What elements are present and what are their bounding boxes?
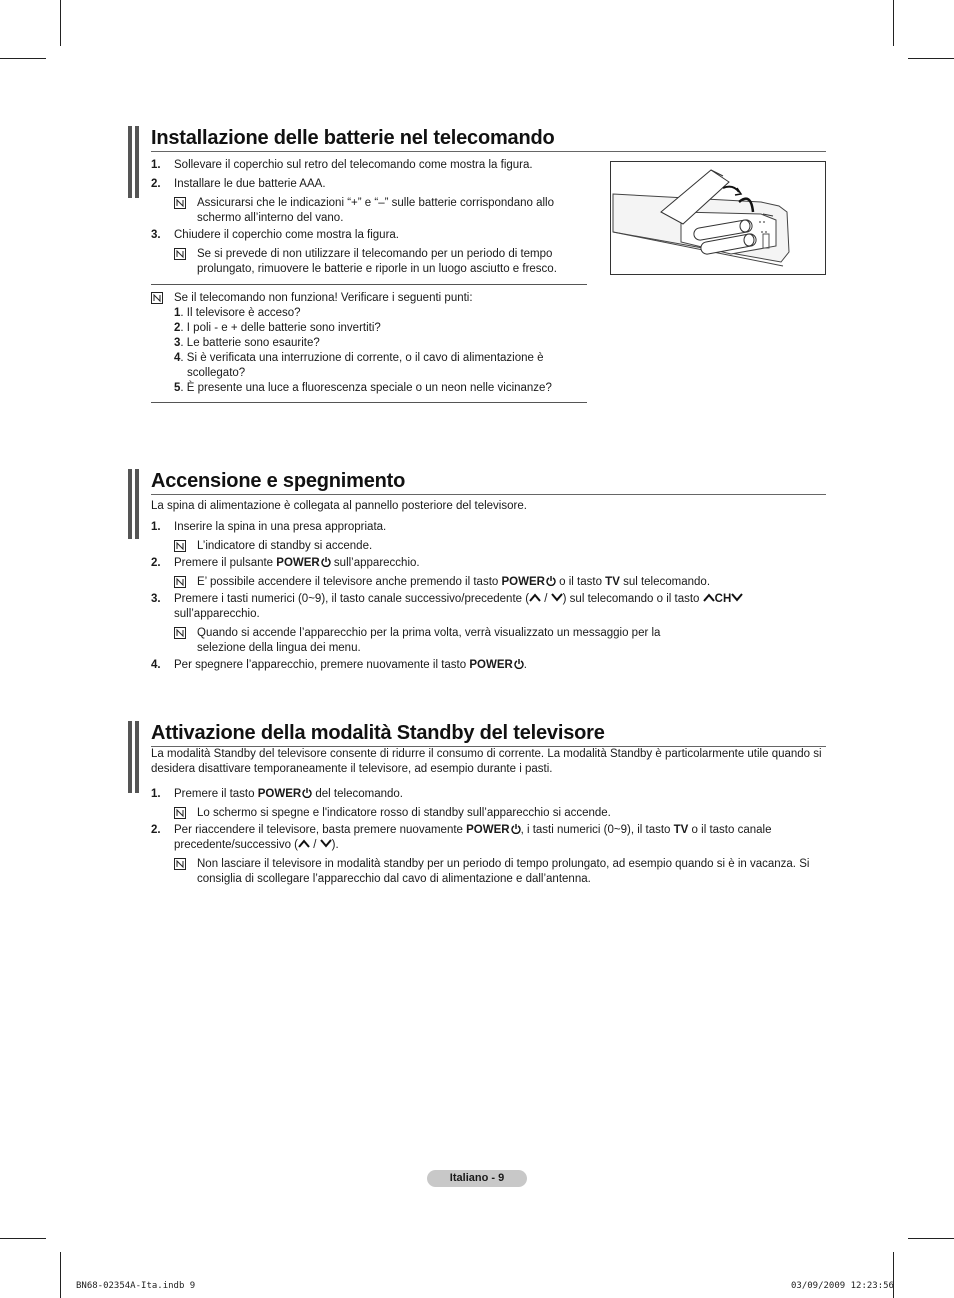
section-body	[151, 158, 587, 277]
step-text: Installare le due batterie AAA.	[174, 178, 326, 190]
note-icon	[174, 540, 186, 552]
note-text: Non lasciare il televisore in modalità standby per un periodo di tempo prolungato, ad esempio quando si è in vacanza. Si consiglia di scollegare l’apparecchio dal cavo di alimentazione e dall’antenna.	[197, 858, 810, 885]
section-title: Accensione e spegnimento	[151, 469, 826, 495]
intro-text: La modalità Standby del televisore consente di ridurre il consumo di corrente. La modalità Standby è particolarmente utile quando si desidera disattivare temporaneamente il televisore, ad esempio durante i pasti.	[151, 748, 822, 775]
section-marker	[128, 126, 141, 198]
step-text: Premere i tasti numerici (0~9), il tasto canale successivo/precedente ( / ) sul telecomando o il tasto CH sull’apparecchio.	[174, 592, 826, 622]
step-number: 1.	[151, 521, 161, 533]
section-standby	[128, 721, 826, 891]
step-item	[151, 520, 826, 535]
section-marker	[128, 469, 141, 539]
step-text: Inserire la spina in una presa appropriata.	[174, 521, 387, 533]
check-item: 3. Le batterie sono esaurite?	[174, 337, 320, 349]
step-item	[151, 177, 587, 192]
step-number: 3.	[151, 229, 161, 241]
troubleshooting-note-box	[151, 284, 587, 403]
step-text: Premere il tasto POWER del telecomando.	[174, 788, 403, 800]
step-item	[151, 592, 826, 622]
note-text: Lo schermo si spegne e l'indicatore rosso di standby sull’apparecchio si accende.	[197, 807, 611, 819]
page-number-badge: Italiano - 9	[427, 1170, 527, 1187]
crop-mark	[60, 1252, 61, 1298]
crop-mark	[908, 58, 954, 59]
power-icon	[511, 823, 521, 834]
crop-mark	[0, 1238, 46, 1239]
step-item	[151, 787, 826, 802]
check-item: 4. Si è verificata una interruzione di corrente, o il cavo di alimentazione è scollegato?	[174, 352, 544, 379]
step-item	[151, 556, 826, 571]
step-number: 3.	[151, 593, 161, 605]
note-item	[174, 806, 826, 821]
chevron-down-icon	[551, 593, 563, 602]
check-item: 5. È presente una luce a fluorescenza speciale o un neon nelle vicinanze?	[174, 382, 552, 394]
step-number: 4.	[151, 659, 161, 671]
power-icon	[302, 787, 312, 798]
note-text: Assicurarsi che le indicazioni “+” e “–” sulle batterie corrispondano allo schermo all’interno del vano.	[197, 197, 554, 224]
note-icon	[174, 197, 186, 209]
section-body	[151, 499, 826, 673]
section-title: Installazione delle batterie nel telecomando	[151, 126, 826, 152]
step-number: 1.	[151, 788, 161, 800]
power-icon	[514, 658, 524, 669]
note-item	[151, 291, 587, 396]
note-text: Se il telecomando non funziona! Verificare i seguenti punti:	[174, 292, 473, 304]
section-power	[128, 469, 826, 679]
print-slug-file: BN68-02354A-Ita.indb 9	[76, 1281, 196, 1291]
note-text: Quando si accende l’apparecchio per la prima volta, verrà visualizzato un messaggio per la selezione della lingua dei menu.	[197, 627, 661, 654]
note-icon	[174, 576, 186, 588]
check-item: 1. Il televisore è acceso?	[174, 307, 301, 319]
note-text: L’indicatore di standby si accende.	[197, 540, 373, 552]
note-icon	[174, 807, 186, 819]
note-text: Se si prevede di non utilizzare il telecomando per un periodo di tempo prolungato, rimuovere le batterie e riporle in un luogo asciutto e fresco.	[197, 248, 557, 275]
chevron-up-icon	[703, 593, 715, 602]
crop-mark	[908, 1238, 954, 1239]
chevron-up-icon	[298, 839, 310, 848]
crop-mark	[60, 0, 61, 46]
crop-mark	[893, 0, 894, 46]
remote-control-illustration	[611, 162, 825, 274]
section-title: Attivazione della modalità Standby del televisore	[151, 721, 826, 747]
chevron-down-icon	[320, 839, 332, 848]
power-icon	[321, 556, 331, 567]
step-text: Per spegnere l’apparecchio, premere nuovamente il tasto POWER .	[174, 659, 527, 671]
note-item	[174, 575, 826, 590]
print-slug-date: 03/09/2009 12:23:56	[791, 1281, 894, 1291]
note-item	[174, 626, 667, 656]
step-number: 2.	[151, 824, 161, 836]
step-text: Chiudere il coperchio come mostra la figura.	[174, 229, 399, 241]
step-item	[151, 823, 826, 853]
remote-battery-illustration	[610, 161, 826, 275]
step-item	[151, 158, 587, 173]
note-icon	[174, 248, 186, 260]
crop-mark	[0, 58, 46, 59]
step-text: Premere il pulsante POWER sull’apparecchio.	[174, 557, 420, 569]
step-number: 1.	[151, 159, 161, 171]
section-marker	[128, 721, 141, 793]
step-number: 2.	[151, 178, 161, 190]
note-icon	[151, 292, 163, 304]
step-text: Per riaccendere il televisore, basta premere nuovamente POWER , i tasti numerici (0~9), il tasto TV o il tasto canale precedente/successivo ( / ).	[174, 824, 772, 851]
chevron-up-icon	[529, 593, 541, 602]
step-item	[151, 658, 826, 673]
note-item	[174, 539, 826, 554]
check-item: 2. I poli - e + delle batterie sono invertiti?	[174, 322, 381, 334]
note-icon	[174, 858, 186, 870]
power-icon	[546, 575, 556, 586]
step-item	[151, 228, 587, 243]
intro-text: La spina di alimentazione è collegata al pannello posteriore del televisore.	[151, 500, 527, 512]
section-body	[151, 747, 826, 887]
note-icon	[174, 627, 186, 639]
note-item	[174, 857, 826, 887]
note-item	[174, 196, 587, 226]
step-text: Sollevare il coperchio sul retro del telecomando come mostra la figura.	[174, 159, 533, 171]
note-text: E’ possibile accendere il televisore anche premendo il tasto POWER o il tasto TV sul telecomando.	[197, 576, 711, 588]
step-number: 2.	[151, 557, 161, 569]
note-item	[174, 247, 587, 277]
chevron-down-icon	[731, 593, 743, 602]
